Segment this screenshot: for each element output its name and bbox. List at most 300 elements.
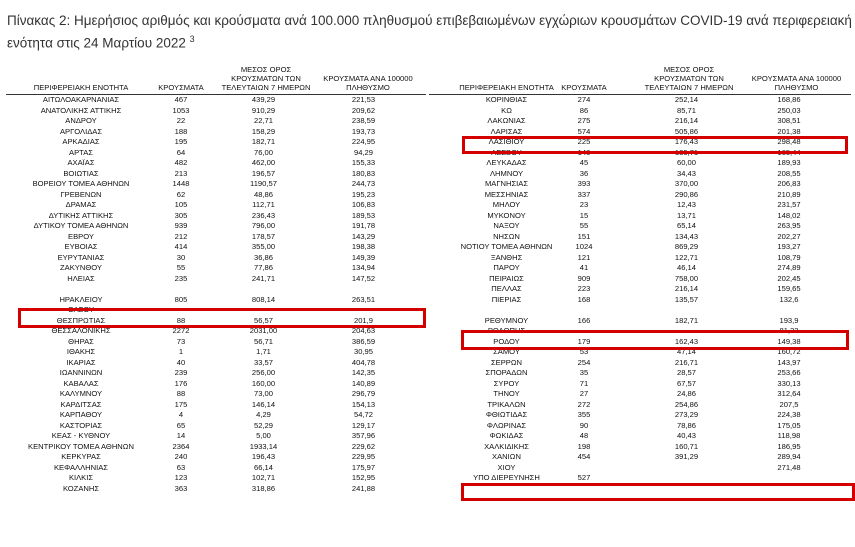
cell-region: ΚΑΡΠΑΘΟΥ xyxy=(59,410,103,419)
table-row xyxy=(6,484,426,495)
cell-cases: 240 xyxy=(174,452,188,461)
table-row xyxy=(6,452,426,463)
cell-avg7: 85,71 xyxy=(676,105,696,115)
cell-cases: 64 xyxy=(176,147,186,157)
cell-avg7: 252,14 xyxy=(674,95,699,104)
cell-cases: 35 xyxy=(579,368,589,377)
table-row xyxy=(6,421,426,432)
cell-avg7: 5,00 xyxy=(256,431,271,440)
header-region: ΠΕΡΙΦΕΡΕΙΑΚΗ ΕΝΟΤΗΤΑ xyxy=(33,83,129,92)
table-row xyxy=(429,368,851,379)
cell-avg7: 462,00 xyxy=(251,158,276,167)
cell-avg7: 4,29 xyxy=(256,410,271,419)
cell-cases: 527 xyxy=(577,473,591,482)
cell-per100k: 142,35 xyxy=(351,368,376,377)
table-row xyxy=(6,389,426,400)
table-header-left xyxy=(6,60,426,95)
cell-region: ΚΕΑΣ - ΚΥΘΝΟΥ xyxy=(51,431,111,440)
cell-cases: 53 xyxy=(579,347,589,356)
cell-cases: 213 xyxy=(174,168,188,178)
cell-region: ΜΗΛΟΥ xyxy=(492,200,521,209)
cell-region: ΕΥΡΥΤΑΝΙΑΣ xyxy=(57,252,105,262)
cell-avg7: 2031,00 xyxy=(249,326,278,335)
cell-avg7: 66,14 xyxy=(253,462,273,472)
table-row xyxy=(429,421,851,432)
cell-per100k: 231,57 xyxy=(777,200,801,209)
cell-region: ΛΕΣΒΟΥ xyxy=(491,147,522,157)
cell-cases: 36 xyxy=(579,168,589,178)
cell-region: ΑΡΤΑΣ xyxy=(69,147,93,157)
table-row xyxy=(429,221,851,232)
cell-cases: 1053 xyxy=(172,105,190,115)
cell-avg7: 73,00 xyxy=(253,389,273,398)
cell-per100k: 271,48 xyxy=(777,462,801,472)
table-row xyxy=(6,158,426,169)
table-row xyxy=(429,169,851,180)
cell-per100k: 238,59 xyxy=(351,116,376,125)
cell-per100k: 206,83 xyxy=(777,179,801,188)
table-row xyxy=(429,179,851,190)
cell-cases: 275 xyxy=(577,116,591,125)
cell-cases: 86 xyxy=(579,105,589,115)
cell-avg7: 256,00 xyxy=(251,368,276,377)
cell-region: ΘΕΣΠΡΩΤΙΑΣ xyxy=(56,315,106,325)
cell-region: ΜΥΚΟΝΟΥ xyxy=(487,210,526,220)
cell-cases: 48 xyxy=(579,431,589,440)
table-row xyxy=(6,253,426,264)
cell-per100k: 204,63 xyxy=(351,326,376,335)
cell-cases: 45 xyxy=(579,158,589,167)
cell-avg7: 196,43 xyxy=(251,452,276,461)
table-row xyxy=(429,316,851,327)
cell-cases: 179 xyxy=(577,336,591,346)
cell-avg7: 254,86 xyxy=(674,399,699,409)
cell-cases: 105 xyxy=(174,200,188,209)
cell-per100k: 106,83 xyxy=(351,200,376,209)
cell-avg7: 122,71 xyxy=(674,252,699,262)
cell-cases: 2272 xyxy=(172,326,190,335)
cell-per100k: 202,27 xyxy=(777,231,801,241)
header-cases: ΚΡΟΥΣΜΑΤΑ xyxy=(561,83,607,92)
cell-avg7: 216,71 xyxy=(674,357,699,367)
cell-region: ΧΑΛΚΙΔΙΚΗΣ xyxy=(484,441,529,451)
cell-avg7: 33,57 xyxy=(253,357,273,367)
cell-cases: 363 xyxy=(174,483,188,493)
cell-avg7: 34,43 xyxy=(676,168,696,178)
cell-cases: 254 xyxy=(577,357,591,367)
cell-avg7: 1933,14 xyxy=(249,441,278,451)
cell-region: ΜΑΓΝΗΣΙΑΣ xyxy=(484,179,529,188)
cell-region: ΖΑΚΥΝΘΟΥ xyxy=(60,263,102,272)
cell-per100k: 224,38 xyxy=(777,410,801,419)
cell-region: ΚΕΡΚΥΡΑΣ xyxy=(61,452,101,461)
cell-cases: 55 xyxy=(579,221,589,230)
table-body-left xyxy=(6,95,426,494)
cell-per100k: 224,95 xyxy=(351,137,376,146)
table-row xyxy=(429,106,851,117)
cell-cases: 393 xyxy=(577,179,591,188)
table-row xyxy=(429,410,851,421)
cell-per100k: 229,95 xyxy=(351,452,376,461)
table-row xyxy=(6,221,426,232)
cell-cases: 4 xyxy=(178,410,184,419)
cell-cases: 414 xyxy=(174,242,188,251)
cell-per100k: 330,13 xyxy=(777,378,801,388)
cell-region: ΛΑΣΙΘΙΟΥ xyxy=(488,137,525,146)
cell-avg7: 60,00 xyxy=(676,158,696,167)
cell-avg7: 869,29 xyxy=(674,242,699,251)
cell-per100k: 274,89 xyxy=(777,263,801,272)
table-row xyxy=(429,190,851,201)
cell-per100k: 263,95 xyxy=(777,221,801,230)
cell-cases: 121 xyxy=(577,252,591,262)
table-row xyxy=(6,148,426,159)
table-row xyxy=(429,116,851,127)
highlight-box-chania xyxy=(461,483,855,501)
cell-region: ΔΥΤΙΚΗΣ ΑΤΤΙΚΗΣ xyxy=(48,210,114,220)
cell-avg7: 48,86 xyxy=(253,189,273,199)
cell-per100k: 244,73 xyxy=(351,179,376,188)
cell-region: ΚΑΡΔΙΤΣΑΣ xyxy=(60,399,102,409)
cell-per100k: 210,89 xyxy=(777,189,801,199)
cell-region: ΛΗΜΝΟΥ xyxy=(489,168,524,178)
cell-avg7: 47,14 xyxy=(676,347,696,356)
table-row xyxy=(429,211,851,222)
table-row xyxy=(429,431,851,442)
cell-avg7: 67,57 xyxy=(676,378,696,388)
cell-avg7: 160,00 xyxy=(251,378,276,388)
cell-cases: 90 xyxy=(579,420,589,430)
cell-per100k: 201,38 xyxy=(777,126,801,136)
cell-region: ΣΑΜΟΥ xyxy=(493,347,520,356)
cell-cases: 27 xyxy=(579,389,589,398)
table-row xyxy=(429,263,851,274)
cell-region: ΚΑΛΥΜΝΟΥ xyxy=(59,389,103,398)
cell-per100k: 386,59 xyxy=(351,336,376,346)
table-row xyxy=(429,95,851,106)
cell-per100k: 357,96 xyxy=(351,431,376,440)
cell-avg7: 439,29 xyxy=(251,95,276,104)
cell-cases: 195 xyxy=(174,137,188,146)
cell-region: ΠΕΙΡΑΙΩΣ xyxy=(489,273,524,283)
table-row xyxy=(429,379,851,390)
cell-cases: 274 xyxy=(577,95,591,104)
table-row xyxy=(6,305,426,316)
cell-avg7: 910,29 xyxy=(251,105,276,115)
table-row xyxy=(6,127,426,138)
cell-cases: 939 xyxy=(174,221,188,230)
table-body-right xyxy=(429,95,851,484)
cell-per100k: 202,45 xyxy=(777,273,801,283)
cell-per100k: 193,73 xyxy=(351,126,376,136)
cell-region: ΘΕΣΣΑΛΟΝΙΚΗΣ xyxy=(51,326,111,335)
cell-avg7: 808,14 xyxy=(251,294,276,304)
cell-region: ΛΑΚΩΝΙΑΣ xyxy=(487,116,526,125)
cell-cases: 168 xyxy=(577,294,591,304)
table-row xyxy=(6,179,426,190)
table-row xyxy=(6,442,426,453)
cell-per100k: 149,38 xyxy=(777,336,801,346)
title-footnote: 3 xyxy=(189,34,195,44)
cell-per100k: 193,27 xyxy=(777,242,801,251)
cell-cases: 467 xyxy=(174,95,188,104)
table-row xyxy=(6,347,426,358)
table-row xyxy=(6,190,426,201)
cell-per100k: 149,39 xyxy=(351,252,376,262)
cell-per100k: 312,64 xyxy=(777,389,801,398)
header-per100k: ΚΡΟΥΣΜΑΤΑ ΑΝΑ 100000 ΠΛΗΘΥΣΜΟ xyxy=(323,74,413,92)
cell-per100k: 148,02 xyxy=(777,210,801,220)
cell-region: ΚΕΦΑΛΛΗΝΙΑΣ xyxy=(53,462,109,472)
cell-region: ΝΟΤΙΟΥ ΤΟΜΕΑ ΑΘΗΝΩΝ xyxy=(460,242,553,251)
table-row xyxy=(6,274,426,285)
cell-per100k: 180,83 xyxy=(351,168,376,178)
cell-per100k: 159,65 xyxy=(777,284,801,293)
cell-avg7: 78,86 xyxy=(676,420,696,430)
table-row xyxy=(6,116,426,127)
cell-region: ΥΠΟ ΔΙΕΡΕΥΝΗΣΗ xyxy=(473,473,540,482)
cell-cases: 73 xyxy=(176,336,186,346)
table-row xyxy=(6,200,426,211)
cell-per100k: 81,22 xyxy=(779,326,799,335)
cell-avg7: 56,57 xyxy=(253,315,273,325)
cell-cases: 188 xyxy=(174,126,188,136)
cell-region: ΙΚΑΡΙΑΣ xyxy=(66,357,96,367)
header-cases: ΚΡΟΥΣΜΑΤΑ xyxy=(158,83,204,92)
cell-region: ΤΗΝΟΥ xyxy=(493,389,520,398)
cell-region: ΡΟΔΟΠΗΣ xyxy=(487,326,526,335)
table-row xyxy=(6,211,426,222)
cell-cases: 65 xyxy=(176,420,186,430)
cell-avg7: 13,71 xyxy=(676,210,696,220)
table-row xyxy=(429,295,851,306)
cell-cases: 88 xyxy=(176,389,186,398)
cell-region: ΞΑΝΘΗΣ xyxy=(490,252,523,262)
cell-avg7: 796,00 xyxy=(251,221,276,230)
cell-region: ΑΡΚΑΔΙΑΣ xyxy=(62,137,100,146)
cell-avg7: 102,71 xyxy=(251,473,276,482)
cell-avg7: 162,43 xyxy=(674,336,699,346)
cell-per100k: 298,48 xyxy=(777,137,801,146)
table-row xyxy=(429,137,851,148)
cell-region: ΤΡΙΚΑΛΩΝ xyxy=(487,399,526,409)
cell-region: ΠΙΕΡΙΑΣ xyxy=(491,294,522,304)
table-row xyxy=(6,95,426,106)
table-row xyxy=(6,368,426,379)
cell-region: ΗΡΑΚΛΕΙΟΥ xyxy=(59,294,103,304)
cell-per100k: 198,38 xyxy=(351,242,376,251)
cell-region: ΗΛΕΙΑΣ xyxy=(67,273,95,283)
table-row xyxy=(429,305,851,316)
table-row xyxy=(429,463,851,474)
table-row xyxy=(429,358,851,369)
cell-region: ΔΡΑΜΑΣ xyxy=(65,200,97,209)
cell-avg7: 241,71 xyxy=(251,273,276,283)
cell-cases: 337 xyxy=(577,189,591,199)
cell-avg7: 178,57 xyxy=(251,231,276,241)
cell-cases: 151 xyxy=(577,231,591,241)
cell-per100k: 195,23 xyxy=(351,189,376,199)
cell-region: ΚΑΒΑΛΑΣ xyxy=(63,378,99,388)
cell-cases: 40 xyxy=(176,357,186,367)
cell-cases: 574 xyxy=(577,126,591,136)
cell-cases: 23 xyxy=(579,200,589,209)
cell-avg7: 160,71 xyxy=(674,441,699,451)
table-row xyxy=(6,473,426,484)
header-per100k: ΚΡΟΥΣΜΑΤΑ ΑΝΑ 100000 ΠΛΗΘΥΣΜΟ xyxy=(751,74,842,92)
cell-per100k: 108,79 xyxy=(777,252,801,262)
cell-avg7: 36,86 xyxy=(253,252,273,262)
cell-cases: 175 xyxy=(174,399,188,409)
cell-cases: 239 xyxy=(174,368,188,377)
cell-cases: 355 xyxy=(577,410,591,419)
cell-per100k: 296,79 xyxy=(351,389,376,398)
table-row xyxy=(6,400,426,411)
table-row xyxy=(429,253,851,264)
cell-avg7: 135,71 xyxy=(674,147,699,157)
table-row xyxy=(6,410,426,421)
cell-per100k: 191,78 xyxy=(351,221,376,230)
table-row xyxy=(429,284,851,295)
cell-per100k: 253,66 xyxy=(777,368,801,377)
cell-avg7: 52,29 xyxy=(253,420,273,430)
cases-table xyxy=(6,60,851,540)
cell-avg7: 318,86 xyxy=(251,483,276,493)
cell-region: ΒΟΡΕΙΟΥ ΤΟΜΕΑ ΑΘΗΝΩΝ xyxy=(32,179,130,188)
cell-per100k: 134,94 xyxy=(351,263,376,272)
cell-per100k: 118,98 xyxy=(777,431,801,440)
cell-cases: 454 xyxy=(577,452,591,461)
cell-region: ΑΧΑΪΑΣ xyxy=(67,158,95,167)
cell-per100k: 263,51 xyxy=(351,294,376,304)
table-row xyxy=(6,463,426,474)
cell-avg7: 182,71 xyxy=(674,315,699,325)
page-title xyxy=(7,12,852,53)
cell-cases: 272 xyxy=(577,399,591,409)
cell-cases: 2364 xyxy=(172,441,190,451)
table-row xyxy=(429,347,851,358)
cell-cases: 223 xyxy=(577,284,591,293)
title-text: Πίνακας 2: Ημερήσιος αριθμός και κρούσματα ανά 100.000 πληθυσμού επιβεβαιωμένων εγχώριων κρουσμάτων COVID-19 ανά περιφερειακή ενότητα στις 24 Μαρτίου 2022 xyxy=(7,13,852,51)
cell-cases: 143 xyxy=(577,147,591,157)
cell-avg7: 236,43 xyxy=(251,210,276,220)
table-row xyxy=(429,473,851,484)
table-row xyxy=(429,337,851,348)
cell-cases: 909 xyxy=(577,273,591,283)
cell-avg7: 355,00 xyxy=(251,242,276,251)
cell-region: ΝΗΣΩΝ xyxy=(493,231,520,241)
cell-cases: 198 xyxy=(577,441,591,451)
cell-cases: 63 xyxy=(176,462,186,472)
table-row xyxy=(6,326,426,337)
cell-cases: 123 xyxy=(174,473,188,482)
cell-per100k: 201,9 xyxy=(353,315,373,325)
cell-avg7: 76,00 xyxy=(253,147,273,157)
cell-avg7: 22,71 xyxy=(253,116,273,125)
cell-avg7: 370,00 xyxy=(674,179,699,188)
cell-avg7: 290,86 xyxy=(674,189,699,199)
cell-region: ΚΩ xyxy=(501,105,512,115)
table-row xyxy=(6,379,426,390)
cell-region: ΑΝΔΡΟΥ xyxy=(65,116,97,125)
table-row xyxy=(6,337,426,348)
cell-cases: 14 xyxy=(176,431,186,440)
cell-avg7: 65,14 xyxy=(676,221,696,230)
table-row xyxy=(6,169,426,180)
table-row xyxy=(6,431,426,442)
cell-region: ΙΘΑΚΗΣ xyxy=(66,347,96,356)
cell-region: ΒΟΙΩΤΙΑΣ xyxy=(63,168,99,178)
table-row xyxy=(429,389,851,400)
cell-region: ΛΕΥΚΑΔΑΣ xyxy=(486,158,527,167)
cell-region: ΜΕΣΣΗΝΙΑΣ xyxy=(484,189,529,199)
cell-region: ΓΡΕΒΕΝΩΝ xyxy=(60,189,102,199)
table-row xyxy=(6,316,426,327)
cell-cases: 55 xyxy=(176,263,186,272)
cell-cases: 305 xyxy=(174,210,188,220)
cell-avg7: 40,43 xyxy=(676,431,696,440)
cell-region: ΦΛΩΡΙΝΑΣ xyxy=(486,420,527,430)
table-row xyxy=(429,400,851,411)
cell-cases: 1448 xyxy=(172,179,190,188)
cell-region: ΔΥΤΙΚΟΥ ΤΟΜΕΑ ΑΘΗΝΩΝ xyxy=(33,221,129,230)
cell-region: ΡΟΔΟΥ xyxy=(493,336,520,346)
cell-region: ΚΟΖΑΝΗΣ xyxy=(62,483,100,493)
cell-region: ΛΑΡΙΣΑΣ xyxy=(490,126,523,136)
header-avg7: ΜΕΣΟΣ ΟΡΟΣ ΚΡΟΥΣΜΑΤΩΝ ΤΩΝ ΤΕΛΕΥΤΑΙΩΝ 7 ΗΜΕΡΩΝ xyxy=(221,65,311,92)
cell-cases: 1 xyxy=(178,347,184,356)
cell-avg7: 158,29 xyxy=(251,126,276,136)
table-row xyxy=(6,106,426,117)
header-region: ΠΕΡΙΦΕΡΕΙΑΚΗ ΕΝΟΤΗΤΑ xyxy=(459,83,554,92)
cell-region: ΚΕΝΤΡΙΚΟΥ ΤΟΜΕΑ ΑΘΗΝΩΝ xyxy=(28,441,134,451)
cell-avg7: 391,29 xyxy=(674,452,699,461)
cell-per100k: 168,86 xyxy=(777,95,801,104)
cell-cases: 166 xyxy=(577,315,591,325)
table-row xyxy=(429,127,851,138)
cell-avg7: 758,00 xyxy=(674,273,699,283)
table-row xyxy=(6,242,426,253)
cell-region: ΣΕΡΡΩΝ xyxy=(490,357,523,367)
cell-region: ΝΑΞΟΥ xyxy=(493,221,520,230)
cell-region: ΧΑΝΙΩΝ xyxy=(492,452,521,461)
cell-per100k: 140,89 xyxy=(351,378,376,388)
cell-cases: 1024 xyxy=(575,242,593,251)
cell-cases: 225 xyxy=(577,137,591,146)
cell-per100k: 250,03 xyxy=(777,105,801,115)
cell-per100k: 165,44 xyxy=(777,147,801,157)
cell-cases: 235 xyxy=(174,273,188,283)
cell-per100k: 132,6 xyxy=(779,294,799,304)
table-row xyxy=(429,326,851,337)
cell-per100k: 404,78 xyxy=(351,357,376,367)
cell-avg7: 56,71 xyxy=(253,336,273,346)
cell-region: ΑΙΤΩΛΟΑΚΑΡΝΑΝΙΑΣ xyxy=(42,95,120,104)
cell-cases: 15 xyxy=(579,210,589,220)
cell-avg7: 1190,57 xyxy=(250,179,277,188)
cell-per100k: 229,62 xyxy=(351,441,376,451)
cell-region: ΘΑΣΟΥ xyxy=(67,305,95,314)
table-row xyxy=(429,274,851,285)
cell-avg7: 135,57 xyxy=(674,294,699,304)
table-row xyxy=(429,232,851,243)
cell-region: ΧΙΟΥ xyxy=(497,462,516,472)
cell-per100k: 207,5 xyxy=(779,399,799,409)
cell-region: ΠΑΡΟΥ xyxy=(493,263,520,272)
table-row xyxy=(429,242,851,253)
cell-avg7: 1,71 xyxy=(256,347,271,356)
cell-per100k: 129,17 xyxy=(351,420,376,430)
